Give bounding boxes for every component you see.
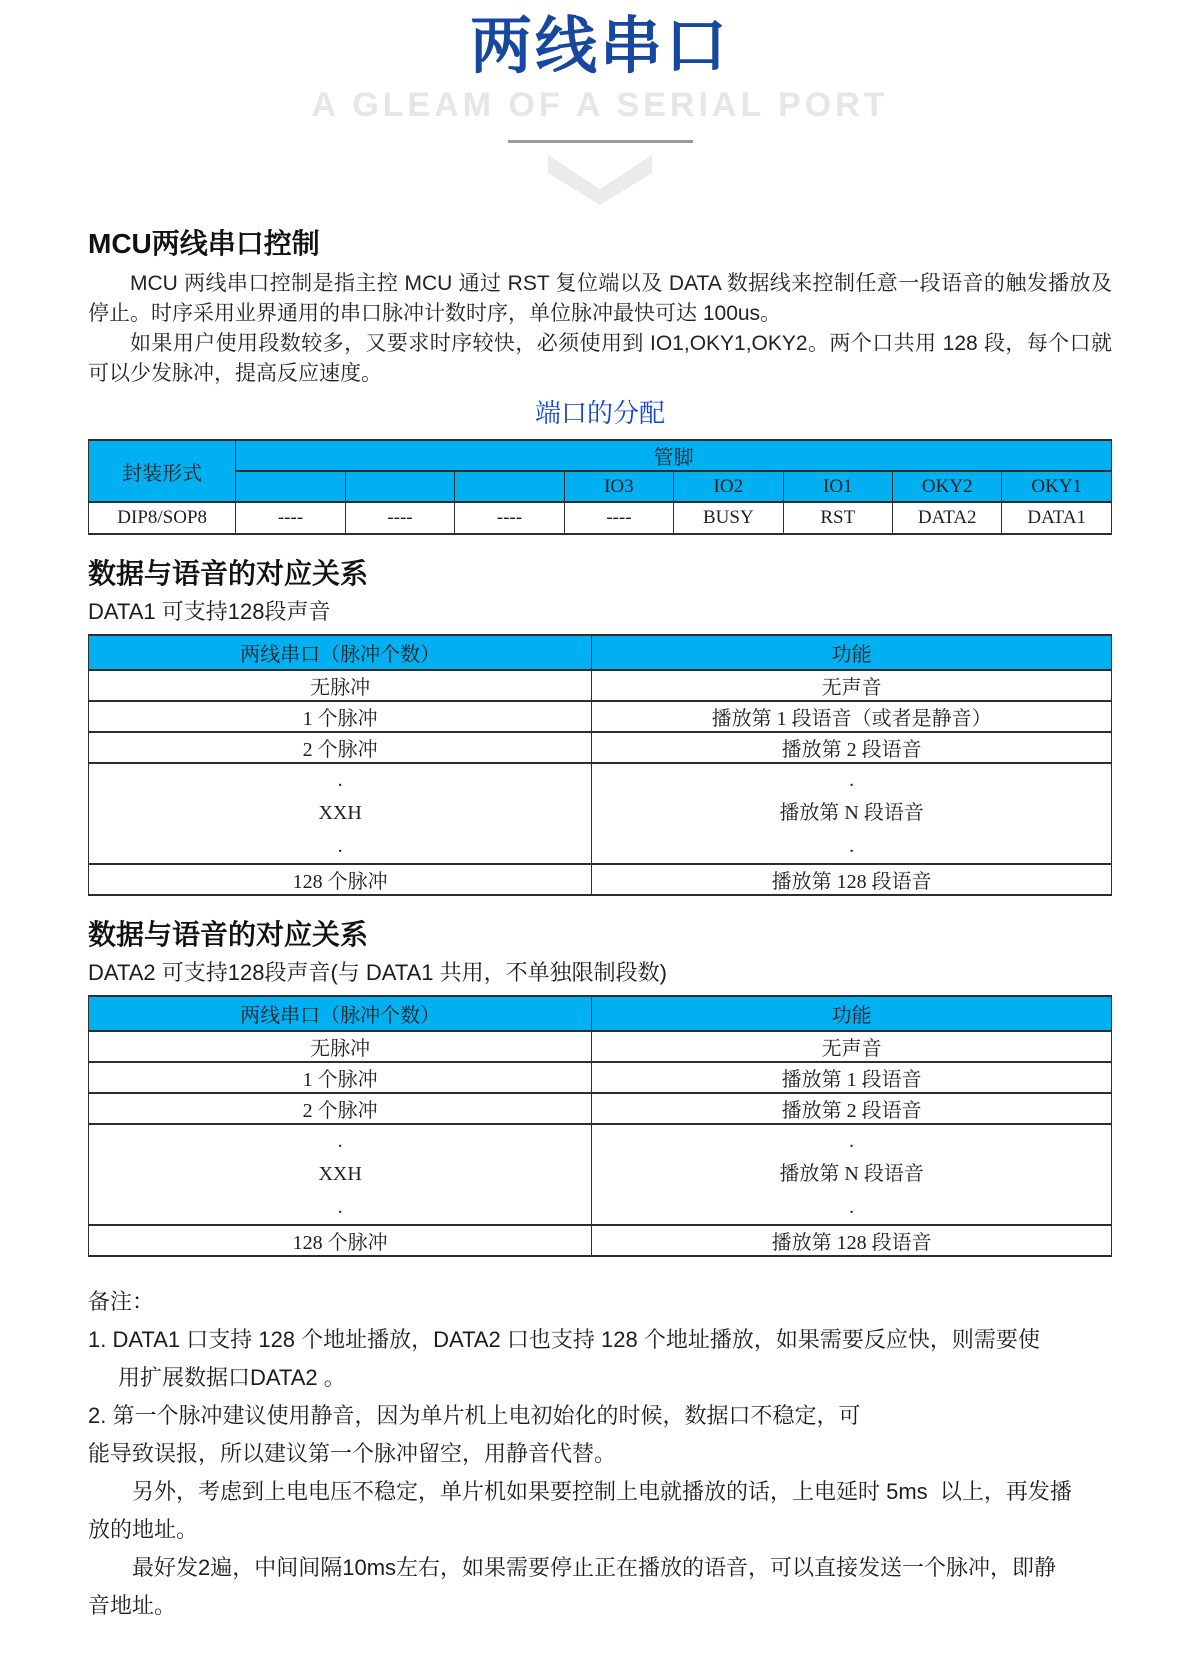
notes-section bbox=[88, 1283, 1112, 1625]
pin-header-io2: IO2 bbox=[674, 471, 783, 502]
pin-cell-4: ---- bbox=[564, 502, 673, 534]
ellipsis-dot: . bbox=[337, 1130, 343, 1152]
pulse-cell: 2 个脉冲 bbox=[89, 1093, 592, 1124]
pulse-cell: 1 个脉冲 bbox=[89, 701, 592, 732]
function-cell: 播放第 128 段语音 bbox=[592, 1225, 1112, 1256]
mcu-section-heading: MCU两线串口控制 bbox=[88, 228, 320, 259]
note-line-6: 放的地址。 bbox=[88, 1517, 199, 1542]
table-header-row bbox=[89, 996, 1112, 1031]
pulse-cell: 无脉冲 bbox=[89, 1031, 592, 1062]
pin-cell-data2: DATA2 bbox=[893, 502, 1002, 534]
table-row bbox=[89, 1062, 1112, 1093]
pulse-count-header: 两线串口（脉冲个数） bbox=[89, 635, 592, 670]
table-header-row bbox=[89, 635, 1112, 670]
data2-section-heading: 数据与语音的对应关系 bbox=[88, 919, 369, 950]
ellipsis-nth: 播放第 N 段语音 bbox=[779, 1163, 924, 1185]
pulse-ellipsis-cell bbox=[89, 763, 592, 864]
pulse-ellipsis-cell bbox=[89, 1124, 592, 1225]
data1-subheading: DATA1 可支持128段声音 bbox=[88, 599, 331, 624]
note-line-5: 另外，考虑到上电电压不稳定，单片机如果要控制上电就播放的话，上电延时 5ms 以上，再发播 bbox=[132, 1479, 1072, 1504]
function-cell: 播放第 128 段语音 bbox=[592, 864, 1112, 895]
function-cell: 播放第 1 段语音（或者是静音） bbox=[592, 701, 1112, 732]
pin-header-io1: IO1 bbox=[783, 471, 892, 502]
page-content bbox=[0, 227, 1200, 1625]
note-line-2: 用扩展数据口DATA2 。 bbox=[118, 1365, 346, 1390]
table-last-row bbox=[89, 864, 1112, 895]
pin-header-oky1: OKY1 bbox=[1002, 471, 1112, 502]
pin-cell-data1: DATA1 bbox=[1002, 502, 1112, 534]
table-row bbox=[89, 1093, 1112, 1124]
pulse-count-header: 两线串口（脉冲个数） bbox=[89, 996, 592, 1031]
ellipsis-dot: . bbox=[849, 835, 855, 857]
port-table-corner-header: 封装形式 bbox=[89, 440, 236, 502]
pin-header-empty-2 bbox=[345, 471, 454, 502]
port-table-data-row bbox=[89, 502, 1112, 534]
page-title: 两线串口 bbox=[469, 12, 730, 81]
function-cell: 无声音 bbox=[592, 1031, 1112, 1062]
function-ellipsis-cell bbox=[592, 763, 1112, 864]
mcu-section-body bbox=[88, 269, 1112, 389]
table-ellipsis-row bbox=[89, 763, 1112, 864]
function-cell: 播放第 2 段语音 bbox=[592, 732, 1112, 763]
page-header bbox=[0, 0, 1200, 205]
port-table-group-header: 管脚 bbox=[236, 440, 1112, 471]
port-allocation-title: 端口的分配 bbox=[534, 398, 665, 428]
note-line-1: 1. DATA1 口支持 128 个地址播放，DATA2 口也支持 128 个地址播放，如果需要反应快，则需要使 bbox=[88, 1327, 1040, 1352]
table-last-row bbox=[89, 1225, 1112, 1256]
function-header: 功能 bbox=[592, 996, 1112, 1031]
port-allocation-table bbox=[88, 439, 1112, 535]
pulse-cell: 128 个脉冲 bbox=[89, 1225, 592, 1256]
table-ellipsis-row bbox=[89, 1124, 1112, 1225]
ellipsis-xxh: XXH bbox=[318, 1163, 362, 1185]
table-row bbox=[89, 732, 1112, 763]
pulse-cell: 无脉冲 bbox=[89, 670, 592, 701]
pin-header-empty-3 bbox=[455, 471, 564, 502]
table-row bbox=[89, 701, 1112, 732]
note-line-4: 能导致误报，所以建议第一个脉冲留空，用静音代替。 bbox=[88, 1441, 617, 1466]
note-line-3: 2. 第一个脉冲建议使用静音，因为单片机上电初始化的时候，数据口不稳定，可 bbox=[88, 1403, 861, 1428]
notes-label: 备注： bbox=[88, 1289, 155, 1314]
pin-header-io3: IO3 bbox=[564, 471, 673, 502]
ellipsis-dot: . bbox=[337, 769, 343, 791]
ellipsis-dot: . bbox=[849, 769, 855, 791]
pin-header-empty-1 bbox=[236, 471, 345, 502]
ellipsis-dot: . bbox=[849, 1130, 855, 1152]
table-row bbox=[89, 1031, 1112, 1062]
port-table-header-row-1 bbox=[89, 440, 1112, 471]
pin-cell-1: ---- bbox=[236, 502, 345, 534]
ellipsis-dot: . bbox=[849, 1196, 855, 1218]
package-cell: DIP8/SOP8 bbox=[89, 502, 236, 534]
data1-section-heading: 数据与语音的对应关系 bbox=[88, 558, 369, 589]
data2-subheading: DATA2 可支持128段声音(与 DATA1 共用，不单独限制段数) bbox=[88, 960, 667, 985]
pin-cell-2: ---- bbox=[345, 502, 454, 534]
port-table-header-row-2 bbox=[89, 471, 1112, 502]
ellipsis-dot: . bbox=[337, 835, 343, 857]
pulse-cell: 128 个脉冲 bbox=[89, 864, 592, 895]
note-line-8: 音地址。 bbox=[88, 1593, 177, 1618]
mcu-paragraph-1: MCU 两线串口控制是指主控 MCU 通过 RST 复位端以及 DATA 数据线来控制任意一段语音的触发播放及停止。时序采用业界通用的串口脉冲计数时序，单位脉冲最快可达 100us。 bbox=[88, 272, 1112, 325]
function-ellipsis-cell bbox=[592, 1124, 1112, 1225]
function-header: 功能 bbox=[592, 635, 1112, 670]
function-cell: 播放第 2 段语音 bbox=[592, 1093, 1112, 1124]
table-row bbox=[89, 670, 1112, 701]
data2-pulse-table bbox=[88, 995, 1112, 1257]
pin-cell-rst: RST bbox=[783, 502, 892, 534]
pulse-cell: 1 个脉冲 bbox=[89, 1062, 592, 1093]
ellipsis-dot: . bbox=[337, 1196, 343, 1218]
pulse-cell: 2 个脉冲 bbox=[89, 732, 592, 763]
page-subtitle: A GLEAM OF A SERIAL PORT bbox=[311, 86, 889, 124]
header-divider bbox=[508, 140, 693, 143]
pin-header-oky2: OKY2 bbox=[893, 471, 1002, 502]
pin-cell-3: ---- bbox=[455, 502, 564, 534]
function-cell: 播放第 1 段语音 bbox=[592, 1062, 1112, 1093]
ellipsis-xxh: XXH bbox=[318, 802, 362, 824]
chevron-down-icon bbox=[0, 153, 1200, 205]
pin-cell-busy: BUSY bbox=[674, 502, 783, 534]
function-cell: 无声音 bbox=[592, 670, 1112, 701]
ellipsis-nth: 播放第 N 段语音 bbox=[779, 802, 924, 824]
note-line-7: 最好发2遍，中间间隔10ms左右，如果需要停止正在播放的语音，可以直接发送一个脉冲，即静 bbox=[132, 1555, 1057, 1580]
mcu-paragraph-2: 如果用户使用段数较多，又要求时序较快，必须使用到 IO1,OKY1,OKY2。两个口共用 128 段，每个口就可以少发脉冲，提高反应速度。 bbox=[88, 332, 1112, 385]
data1-pulse-table bbox=[88, 634, 1112, 896]
